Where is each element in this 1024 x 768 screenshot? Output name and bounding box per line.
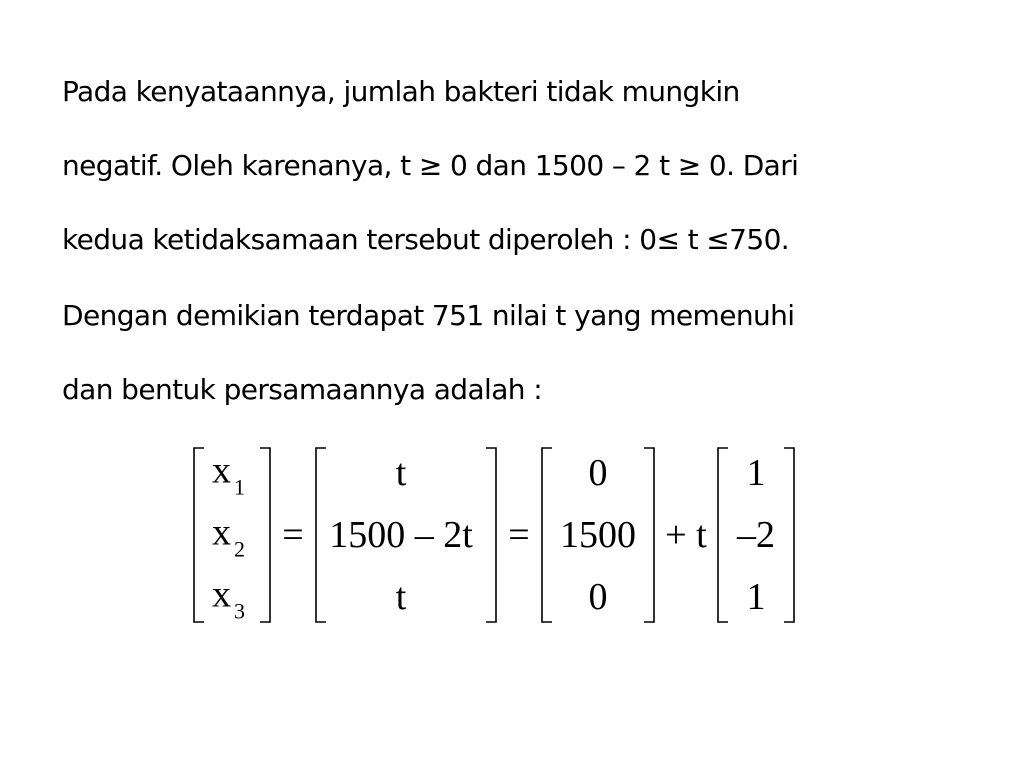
left-bracket — [316, 448, 326, 622]
variable-base: x — [212, 573, 231, 616]
text-line: kedua ketidaksamaan tersebut diperoleh : 0≤ t ≤750. — [62, 223, 790, 256]
equals-sign: = — [282, 514, 304, 556]
matrix-brackets — [180, 440, 820, 630]
paragraph-solution-count — [62, 279, 962, 427]
variable-x2 — [212, 511, 245, 562]
left-bracket — [718, 448, 728, 622]
left-bracket — [542, 448, 552, 622]
paragraph-inequalities — [62, 55, 962, 277]
text-line: dan bentuk persamaannya adalah : — [62, 373, 543, 406]
particular-vector-entry: 1500 — [560, 514, 636, 556]
left-bracket — [194, 448, 204, 622]
direction-vector-entry: 1 — [746, 576, 766, 618]
equals-sign: = — [508, 514, 530, 556]
right-bracket — [644, 448, 654, 622]
variable-x1 — [212, 449, 245, 500]
general-vector-entry: t — [395, 452, 407, 494]
variable-subscript: 3 — [234, 598, 245, 624]
particular-vector-entry: 0 — [588, 576, 608, 618]
right-bracket — [784, 448, 794, 622]
text-line: Dengan demikian terdapat 751 nilai t yang memenuhi — [62, 299, 795, 332]
direction-vector-entry: –2 — [737, 514, 775, 556]
general-vector-entry: t — [395, 576, 407, 618]
direction-vector-entry: 1 — [746, 452, 766, 494]
particular-vector-entry: 0 — [588, 452, 608, 494]
vector-equation — [180, 440, 820, 630]
variable-x3 — [212, 573, 245, 624]
variable-base: x — [212, 511, 231, 554]
right-bracket — [486, 448, 496, 622]
variable-subscript: 1 — [234, 474, 245, 500]
text-line: Pada kenyataannya, jumlah bakteri tidak mungkin — [62, 75, 740, 108]
variable-base: x — [212, 449, 231, 492]
variable-subscript: 2 — [234, 536, 245, 562]
right-bracket — [260, 448, 270, 622]
plus-parameter: + t — [665, 514, 707, 556]
text-line: negatif. Oleh karenanya, t ≥ 0 dan 1500 – 2 t ≥ 0. Dari — [62, 149, 799, 182]
general-vector-entry: 1500 – 2t — [329, 514, 473, 556]
